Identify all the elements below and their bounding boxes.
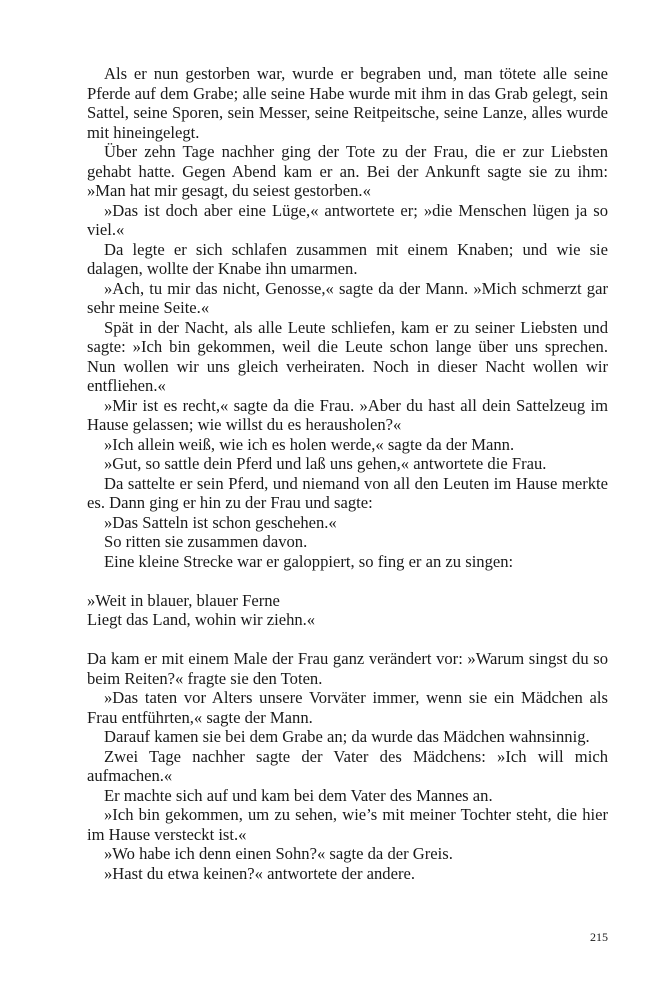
paragraph: »Ach, tu mir das nicht, Genosse,« sagte da der Mann. »Mich schmerzt gar sehr meine Seite.« [87,278,608,317]
paragraph: Er machte sich auf und kam bei dem Vater des Mannes an. [104,785,493,805]
paragraph: Darauf kamen sie bei dem Grabe an; da wurde das Mädchen wahnsinnig. [104,727,590,746]
paragraph: Als er nun gestorben war, wurde er begraben und, man tötete alle seine Pferde auf dem Grabe; alle seine Habe wurde mit ihm in das Grab gelegt, sein Sattel, seine Sporen, sein Messer, seine Reitpeitsche, seine Lanze, alles wurde mit hineingelegt. [87,64,608,142]
paragraph: Über zehn Tage nachher ging der Tote zu der Frau, die er zur Liebsten gehabt hatte. Gegen Abend kam er an. Bei der Ankunft sagte sie zu ihm: »Man hat mir gesagt, du seiest gestorben.« [87,142,608,200]
verse-block [87,591,608,630]
verse-line: »Weit in blauer, blauer Ferne [87,590,280,610]
paragraph: »Ich bin gekommen, um zu sehen, wie’s mit meiner Tochter steht, die hier im Hause versteckt ist.« [87,805,608,844]
paragraph: Spät in der Nacht, als alle Leute schliefen, kam er zu seiner Liebsten und sagte: »Ich bin gekommen, weil die Leute schon lange über uns sprechen. Nun wollen wir uns gleich verheiraten. Noch in dieser Nacht wollen wir entfliehen.« [87,317,608,395]
paragraph: »Das taten vor Alters unsere Vorväter immer, wenn sie ein Mädchen als Frau entführten,« sagte der Mann. [87,688,608,727]
paragraph: So ritten sie zusammen davon. [104,532,308,551]
paragraph: »Gut, so sattle dein Pferd und laß uns gehen,« antwortete die Frau. [104,454,547,473]
paragraph: »Mir ist es recht,« sagte da die Frau. »Aber du hast all dein Sattelzeug im Hause gelassen; wie willst du es herausholen?« [87,395,608,434]
paragraph: »Hast du etwa keinen?« antwortete der andere. [104,863,415,883]
verse-line: Liegt das Land, wohin wir ziehn.« [87,610,316,629]
paragraph: Zwei Tage nachher sagte der Vater des Mädchens: »Ich will mich aufmachen.« [87,746,608,785]
paragraph: Da kam er mit einem Male der Frau ganz verändert vor: »Warum singst du so beim Reiten?« fragte sie den Toten. [87,649,608,688]
paragraph: »Wo habe ich denn einen Sohn?« sagte da der Greis. [104,844,453,863]
paragraph: »Das ist doch aber eine Lüge,« antwortete er; »die Menschen lügen ja so viel.« [87,200,608,239]
body-text [87,64,608,883]
paragraph: Da legte er sich schlafen zusammen mit einem Knaben; und wie sie dalagen, wollte der Knabe ihn umarmen. [87,239,608,278]
paragraph: Eine kleine Strecke war er galoppiert, so fing er an zu singen: [104,551,514,571]
paragraph: Da sattelte er sein Pferd, und niemand von all den Leuten im Hause merkte es. Dann ging er hin zu der Frau und sagte: [87,473,608,512]
paragraph: »Ich allein weiß, wie ich es holen werde,« sagte da der Mann. [104,434,515,454]
paragraph: »Das Satteln ist schon geschehen.« [104,512,337,532]
page-number: 215 [590,930,608,944]
